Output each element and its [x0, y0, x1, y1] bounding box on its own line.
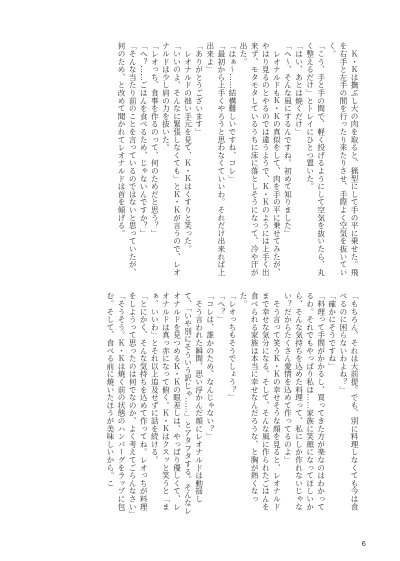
paragraph: 「確かにそうですね」 — [327, 292, 337, 370]
paragraph: 「料理って手間がかかるし、買ってきた方が楽なのはわかってるわ。それでもやっぱり私は……家族に笑顔になってほしいから、そんな気持ちを込めた料理って、私にしか作れないじゃない？だからたくさん愛情を込めて作ってるのよ」 — [283, 292, 326, 511]
paragraph: 「へ〜、そんな風にするんですね。初めて知りました」 — [283, 42, 293, 237]
paragraph: 「レオっちもそうでしょう？」 — [227, 292, 237, 402]
paragraph: 「はぁ〜……結構難しいですね、コレ」 — [227, 42, 237, 183]
paragraph: 「そんな当たり前のことを言っているのではないと思っていたが、何のため、と改めて聞かれてレオナルドは首を傾げる。 — [117, 42, 138, 276]
paragraph: 「へ？……ごはんを食べるため、じゃないんですか？」 — [139, 42, 149, 237]
paragraph: 「レオっち、食事を作るのって、何のためだと思う？」 — [150, 42, 160, 237]
paragraph: そう言われた瞬間、思い浮かんだ顔にレオナルドは動揺して、「いや別にそういう訳じゃ……」とアタフタする。そんなレオナルドを見つめるＫ・Ｋの眼差しは、やっぱり優しくて、レオナルドは真っ赤になって俯く。Ｋ・Ｋはクスッと笑うと「まぁ、いいわ」とそれ以上追及せずに話を続ける。 — [150, 292, 204, 515]
paragraph: 「とにかく、そんな気持ちを込めて作ってね。レオっちが料理をしようって思ったのは何でなのか、よく考えてごらんなさい」 — [128, 292, 149, 518]
paragraph: 「はい、あとは焼くだけ」 — [294, 42, 304, 136]
paragraph: 「そうそう。Ｋ・Ｋは焼く前の状態のハンバーグをラップに包む。そして、食べる前に焼いたほうが美味しいから。こ — [105, 292, 127, 511]
page-number: 6 — [361, 540, 366, 548]
paragraph: 「へ？」 — [216, 292, 226, 324]
paragraph: 「最初から上手くやろうと思わなくていいわ。それだけ出来れば上出来よ」 — [205, 42, 226, 276]
paragraph: 「こう、手と手の間で、軽く投げるようにして空気を抜いたら、丸く整えるだけ」とトレイにひとつ置いた。 — [305, 42, 326, 276]
paragraph: Ｋ・Ｋは撫ぶし大の肉を取ると、猟型にして手の平に乗せた。飛を右手と左手の間を行ったり来たりさせ、手際よく空気を抜いていく。 — [327, 42, 359, 276]
upper-text-block — [38, 42, 360, 280]
paragraph: レオナルドの拙い手元を見て、Ｋ・Ｋはくすりと笑った。 — [183, 42, 193, 253]
paragraph: 「もちろん、それは大前提。でも、別に料理しなくても今は食べるのに困らないわよね？」 — [338, 292, 359, 511]
paragraph: 「いいのよ。そんなに緊張しなくても」とＫ・Ｋが言うので、レオナルドは少し肩の力を抜いた。 — [161, 42, 182, 276]
lower-text-block — [38, 292, 360, 518]
paragraph: そう言って笑うＫ・Ｋの幸せそうな顔を見ると、レオナルドまで幸せな気分になる。そして、そんな風に作られたごはんを食べられる家族は本当に幸せなんだろうな、と胸が熱くなった。 — [239, 292, 282, 511]
paragraph: 「コレは、誰かのため、なんじゃない？」 — [205, 292, 215, 441]
paragraph: 「ありがとうございます」 — [194, 42, 204, 136]
paragraph: レオナルドもＫ・Ｋの真似をして、肉を手の平に乗せてみたが、やはり見るのとやるのでは違うようで、Ｋ・Ｋのようには上手く出来ず、モタモタしているうちに床に落としそうになって、冷や汗が出た。 — [239, 42, 282, 276]
